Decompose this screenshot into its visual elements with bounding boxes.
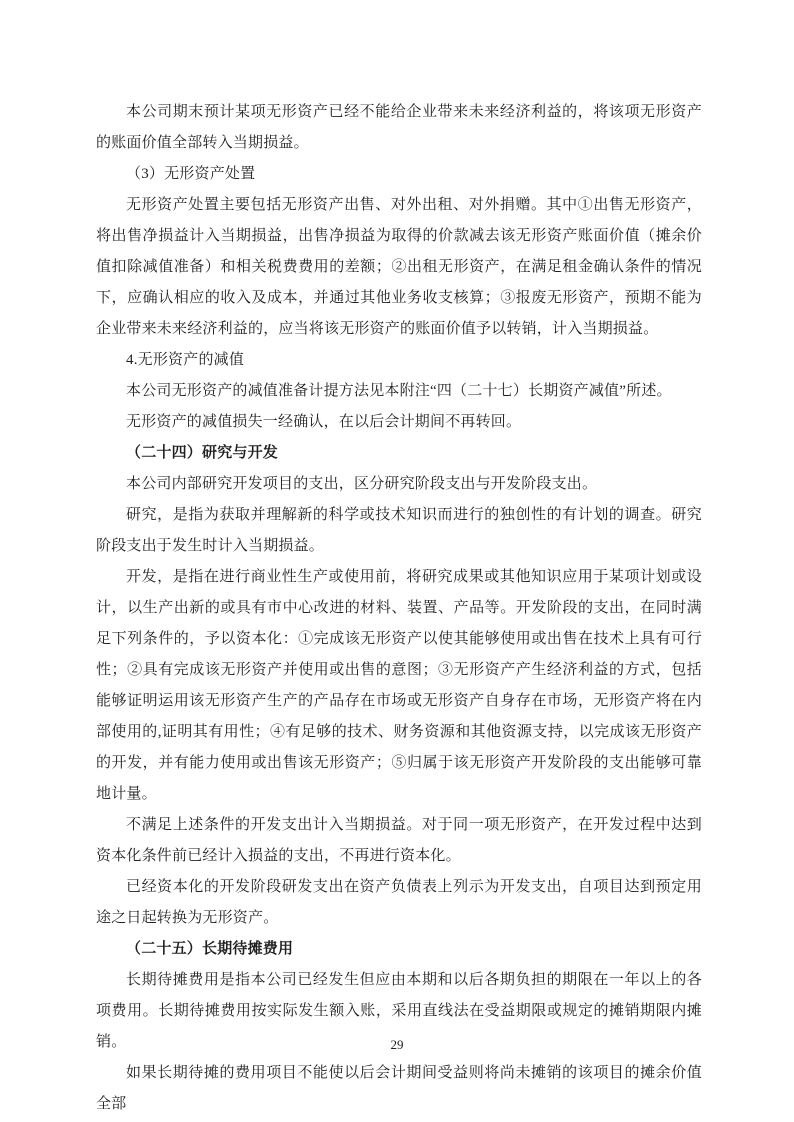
- paragraph: 本公司内部研究开发项目的支出，区分研究阶段支出与开发阶段支出。: [126, 476, 598, 492]
- section-heading: （二十四）研究与开发: [126, 445, 279, 461]
- paragraph: 已经资本化的开发阶段研发支出在资产负债表上列示为开发支出，自项目达到预定用途之日起转换为无形资产。: [96, 879, 702, 926]
- paragraph: 4.无形资产的减值: [126, 352, 245, 368]
- paragraph: 本公司期末预计某项无形资产已经不能给企业带来未来经济利益的，将该项无形资产的账面价值全部转入当期损益。: [96, 104, 702, 151]
- paragraph: 无形资产处置主要包括无形资产出售、对外出租、对外捐赠。其中①出售无形资产，将出售净损益计入当期损益，出售净损益为取得的价款减去该无形资产账面价值（摊余价值扣除减值准备）和相关税费费用的差额；②出租无形资产，在满足租金确认条件的情况下，应确认相应的收入及成本，并通过其他业务收支核算；③报废无形资产，预期不能为企业带来未来经济利益的，应当将该无形资产的账面价值予以转销，计入当期损益。: [96, 197, 702, 337]
- paragraph: （3）无形资产处置: [126, 166, 256, 182]
- paragraph: 开发，是指在进行商业性生产或使用前，将研究成果或其他知识应用于某项计划或设计，以生产出新的或具有市中心改进的材料、装置、产品等。开发阶段的支出，在同时满足下列条件的，予以资本化：①完成该无形资产以使其能够使用或出售在技术上具有可行性；②具有完成该无形资产并使用或出售的意图；③无形资产产生经济利益的方式，包括能够证明运用该无形资产生产的产品存在市场或无形资产自身存在市场，无形资产将在内部使用的,证明其有用性；④有足够的技术、财务资源和其他资源支持，以完成该无形资产的开发，并有能力使用或出售该无形资产；⑤归属于该无形资产开发阶段的支出能够可靠地计量。: [96, 569, 702, 802]
- paragraph: 本公司无形资产的减值准备计提方法见本附注“四（二十七）长期资产减值”所述。: [126, 383, 672, 399]
- paragraph: 如果长期待摊的费用项目不能使以后会计期间受益则将尚未摊销的该项目的摊余价值全部: [96, 1065, 702, 1112]
- paragraph: 无形资产的减值损失一经确认，在以后会计期间不再转回。: [126, 414, 522, 430]
- paragraph: 不满足上述条件的开发支出计入当期损益。对于同一项无形资产，在开发过程中达到资本化条件前已经计入损益的支出，不再进行资本化。: [96, 817, 702, 864]
- paragraph: 研究，是指为获取并理解新的科学或技术知识而进行的独创性的有计划的调查。研究阶段支出于发生时计入当期损益。: [96, 507, 702, 554]
- page-number: 29: [390, 1037, 404, 1052]
- document-body: [96, 97, 702, 1120]
- paragraph: 长期待摊费用是指本公司已经发生但应由本期和以后各期负担的期限在一年以上的各项费用。长期待摊费用按实际发生额入账，采用直线法在受益期限或规定的摊销期限内摊销。: [96, 972, 702, 1050]
- section-heading: （二十五）长期待摊费用: [126, 941, 294, 957]
